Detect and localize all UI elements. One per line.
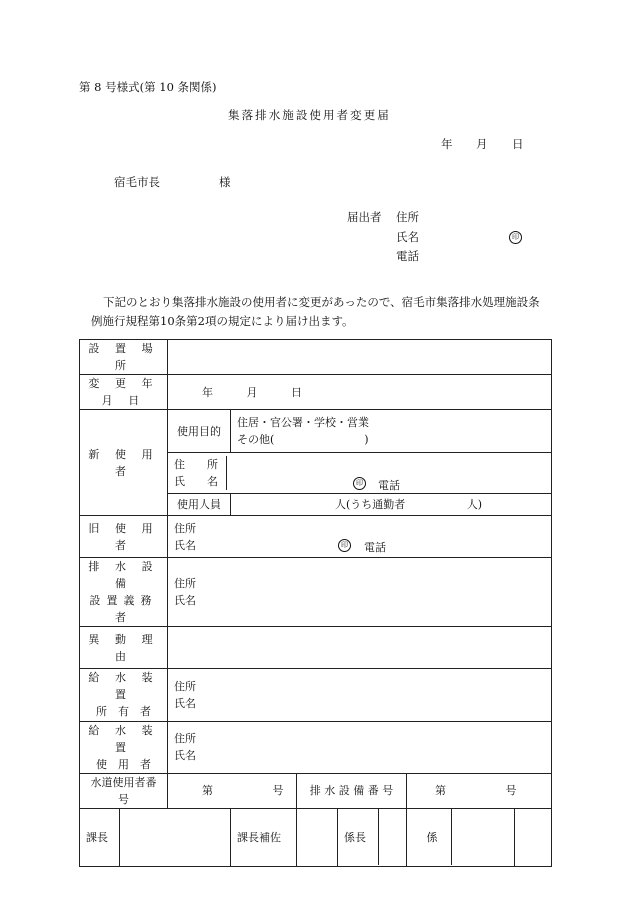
supply-owner-address-label: 住所: [174, 679, 196, 693]
install-location-label: 設 置 場 所: [80, 340, 168, 375]
addressee: 宿毛市長: [114, 175, 160, 189]
approver-section-chief-label: 課長: [80, 808, 120, 866]
supply-user-label-line2: 使 用 者: [96, 757, 151, 771]
honorific: 様: [219, 175, 231, 189]
seal-icon: 印: [509, 231, 522, 244]
drain-duty-address-label: 住所: [174, 577, 196, 591]
old-user-name-label: 氏名: [174, 538, 196, 552]
new-user-name-label: 氏 名: [174, 475, 218, 489]
purpose-label: 使用目的: [168, 410, 231, 453]
date-year-label: 年: [441, 137, 453, 151]
approver-deputy-chief-box[interactable]: [297, 808, 338, 866]
date-day-label: 日: [512, 137, 524, 151]
applicant-address-label: 住所: [396, 210, 419, 224]
form-number: 第 8 号様式(第 10 条関係): [79, 80, 217, 94]
drain-duty-label-line1: 排 水 設 備: [88, 560, 159, 591]
water-number-prefix: 第: [202, 784, 213, 798]
install-location-field[interactable]: [168, 340, 552, 375]
drain-duty-label-line2: 設置義務者: [89, 594, 158, 625]
approver-subsection-chief-text: 係長: [338, 809, 379, 865]
applicant-name-label: 氏名: [396, 230, 419, 244]
drain-duty-name-label: 氏名: [174, 594, 196, 608]
change-date-field[interactable]: [168, 375, 552, 410]
drain-number-field[interactable]: [407, 773, 552, 808]
supply-user-label: [80, 721, 168, 773]
change-date-month: 月: [246, 385, 258, 399]
drain-duty-field[interactable]: [168, 558, 552, 627]
applicant-label: 届出者: [347, 210, 382, 224]
approver-staff-label: 係: [407, 809, 452, 865]
reason-label: 異 動 理 由: [80, 627, 168, 669]
supply-owner-label: [80, 669, 168, 721]
seal-icon: 印: [338, 539, 351, 552]
drain-number-label: 排 水 設 備 番 号: [297, 773, 407, 808]
users-count-field[interactable]: [231, 494, 552, 516]
applicant-phone-label: 電話: [396, 249, 419, 263]
body-text-line2: 例施行規程第10条第2項の規定により届け出ます。: [91, 314, 354, 328]
purpose-options: 住居・官公署・学校・営業: [237, 416, 369, 430]
supply-owner-name-label: 氏名: [174, 696, 196, 710]
approver-section-chief-box[interactable]: [120, 808, 231, 866]
new-user-address-label: 住 所: [174, 458, 218, 472]
drain-number-suffix: 号: [505, 784, 517, 798]
old-user-field[interactable]: [168, 516, 552, 558]
water-number-suffix: 号: [272, 784, 284, 798]
approver-subsection-chief-label: [338, 808, 407, 866]
approver-staff-box[interactable]: [515, 808, 552, 866]
approver-subsection-chief-box[interactable]: [379, 809, 406, 865]
water-number-label: 水道使用者番号: [80, 773, 168, 808]
form-table: [79, 339, 552, 867]
users-count-unit: 人(うち通勤者: [335, 498, 406, 512]
supply-owner-field[interactable]: [168, 669, 552, 721]
supply-owner-label-line1: 給 水 装 置: [88, 671, 159, 702]
supply-user-field[interactable]: [168, 721, 552, 773]
supply-user-name-label: 氏名: [174, 749, 196, 763]
drain-number-prefix: 第: [435, 784, 446, 798]
approver-staff-cell: [407, 808, 515, 866]
purpose-field[interactable]: [231, 410, 552, 453]
date-month-label: 月: [476, 137, 488, 151]
approver-staff-box-a[interactable]: [452, 809, 514, 865]
supply-user-label-line1: 給 水 装 置: [88, 723, 159, 754]
new-user-address-name[interactable]: [168, 453, 552, 494]
change-date-year: 年: [202, 385, 213, 399]
supply-owner-label-line2: 所 有 者: [96, 705, 151, 719]
users-count-label: 使用人員: [168, 494, 231, 516]
purpose-other: その他(: [237, 433, 275, 447]
water-number-field[interactable]: [168, 773, 297, 808]
seal-icon: 印: [353, 477, 366, 490]
users-count-close: 人): [466, 498, 483, 512]
purpose-close: ): [364, 433, 369, 447]
body-text-line1: 下記のとおり集落排水施設の使用者に変更があったので、宿毛市集落排水処理施設条: [103, 295, 540, 309]
new-user-label: 新 使 用 者: [80, 410, 168, 516]
supply-user-address-label: 住所: [174, 732, 196, 746]
page-title: 集落排水施設使用者変更届: [228, 108, 391, 122]
old-user-address-label: 住所: [174, 521, 196, 535]
old-user-label: 旧 使 用 者: [80, 516, 168, 558]
drain-duty-label: [80, 558, 168, 627]
old-user-phone-label: 電話: [364, 541, 386, 555]
change-date-label: 変 更 年 月 日: [80, 375, 168, 410]
new-user-phone-label: 電話: [378, 479, 400, 493]
reason-field[interactable]: [168, 627, 552, 669]
change-date-day: 日: [291, 385, 302, 399]
approver-deputy-chief-label: 課長補佐: [231, 808, 297, 866]
